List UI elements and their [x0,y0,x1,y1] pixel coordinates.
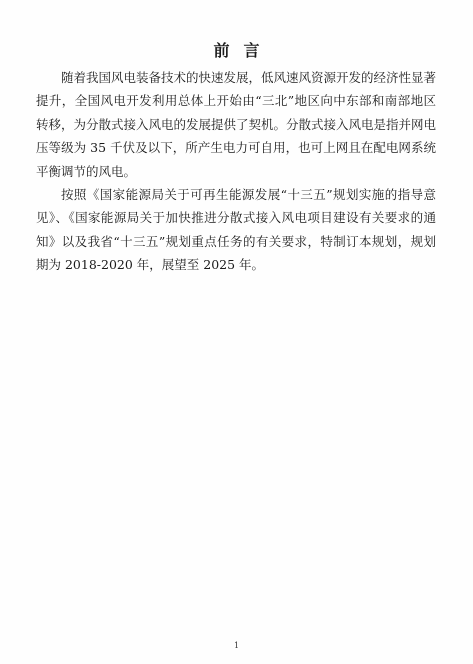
paragraph-1: 随着我国风电装备技术的快速发展，低风速风资源开发的经济性显著提升，全国风电开发利用总体上开始由“三北”地区向中东部和南部地区转移，为分散式接入风电的发展提供了契机。分散式接入风电是指并网电压等级为 35 千伏及以下，所产生电力可自用，也可上网且在配电网系统平衡调节的风电。 [36,70,437,179]
page-number: 1 [233,641,240,650]
paragraph-2: 按照《国家能源局关于可再生能源发展“十三五”规划实施的指导意见》、《国家能源局关于加快推进分散式接入风电项目建设有关要求的通知》以及我省“十三五”规划重点任务的有关要求，特制订本规划，规划期为 2018-2020 年，展望至 2025 年。 [36,187,436,273]
document-body [36,66,436,277]
page-title: 前言 [213,41,274,60]
